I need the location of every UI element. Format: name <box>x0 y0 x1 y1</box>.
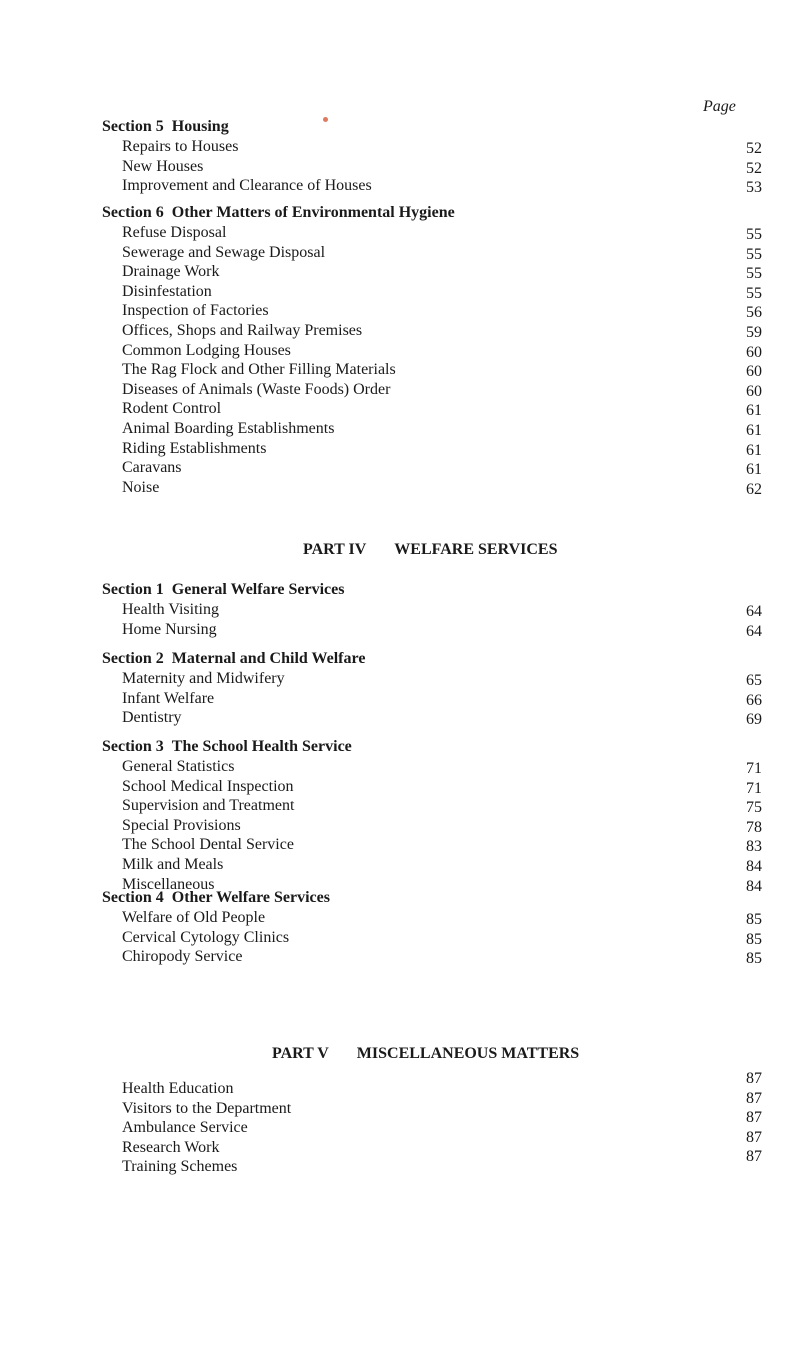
entry-label: Disinfestation <box>122 282 212 300</box>
toc-entry[interactable] <box>102 243 762 263</box>
section-number: Section 3 <box>102 738 164 755</box>
entry-page: 53 <box>746 179 762 197</box>
entry-page: 69 <box>746 711 762 729</box>
part5-page-numbers <box>740 1069 762 1167</box>
entry-page: 85 <box>746 930 762 948</box>
toc-section-other-welfare <box>102 887 762 967</box>
entry-label: Welfare of Old People <box>122 909 266 926</box>
entry-page: 62 <box>746 480 762 498</box>
toc-entry[interactable] <box>102 321 762 341</box>
entry-label: Animal Boarding Establishments <box>122 419 335 437</box>
toc-entry[interactable] <box>102 708 762 728</box>
toc-entry[interactable] <box>102 777 762 797</box>
toc-entry[interactable] <box>102 796 762 816</box>
toc-entry[interactable] <box>102 478 762 498</box>
toc-entry[interactable] <box>102 689 762 709</box>
entry-page: 87 <box>746 1128 762 1146</box>
entry-page: 84 <box>746 877 762 895</box>
section-heading <box>102 579 762 600</box>
entry-page: 59 <box>746 323 762 341</box>
entry-page: 78 <box>746 818 762 836</box>
entry-label: Refuse Disposal <box>122 224 227 241</box>
section-title: Maternal and Child Welfare <box>171 650 366 667</box>
entry-label: Inspection of Factories <box>122 302 269 320</box>
entry-label: Drainage Work <box>122 263 220 281</box>
toc-entry[interactable] <box>102 176 762 196</box>
toc-section-miscellaneous <box>102 1079 762 1177</box>
page-column-label: Page <box>703 98 736 115</box>
toc-entry[interactable] <box>102 947 762 967</box>
entry-label: Infant Welfare <box>122 689 215 707</box>
toc-entry[interactable] <box>102 1138 762 1158</box>
entry-label: The School Dental Service <box>122 836 294 854</box>
toc-entry[interactable] <box>102 399 762 419</box>
section-heading <box>102 887 762 908</box>
toc-entry[interactable] <box>102 1079 762 1099</box>
entry-label: Training Schemes <box>122 1158 238 1176</box>
entry-label: Caravans <box>122 459 182 477</box>
entry-page: 52 <box>746 140 762 157</box>
entry-page: 87 <box>746 1089 762 1107</box>
entry-label: Chiropody Service <box>122 948 243 966</box>
entry-page: 75 <box>746 799 762 817</box>
toc-entry[interactable] <box>102 419 762 439</box>
toc-entry[interactable] <box>102 262 762 282</box>
entry-label: New Houses <box>122 157 204 175</box>
entry-label: Ambulance Service <box>122 1119 248 1137</box>
entry-label: Milk and Meals <box>122 855 224 873</box>
toc-section-environmental-hygiene <box>102 202 762 497</box>
entry-page: 55 <box>746 245 762 263</box>
entry-page: 60 <box>746 363 762 381</box>
entry-page: 55 <box>746 265 762 283</box>
entry-label: Maternity and Midwifery <box>122 670 285 687</box>
entry-page: 66 <box>746 691 762 709</box>
toc-entry[interactable] <box>102 1157 762 1177</box>
toc-entry[interactable] <box>102 1118 762 1138</box>
entry-label: Research Work <box>122 1138 220 1156</box>
toc-section-general-welfare <box>102 579 762 639</box>
entry-page: 61 <box>746 421 762 439</box>
entry-page: 64 <box>746 622 762 640</box>
section-title: The School Health Service <box>171 738 352 755</box>
entry-page: 64 <box>746 603 762 620</box>
entry-label: Home Nursing <box>122 620 217 638</box>
section-number: Section 4 <box>102 889 164 906</box>
entry-label: Common Lodging Houses <box>122 341 291 359</box>
section-heading <box>102 736 762 757</box>
toc-entry[interactable] <box>102 669 762 689</box>
toc-entry[interactable] <box>102 360 762 380</box>
section-title: General Welfare Services <box>171 581 345 598</box>
section-title: Other Matters of Environmental Hygiene <box>171 204 455 221</box>
entry-label: Supervision and Treatment <box>122 797 295 815</box>
section-heading <box>102 648 762 669</box>
toc-section-school-health <box>102 736 762 894</box>
part-number: PART V <box>272 1045 329 1062</box>
section-number: Section 1 <box>102 581 164 598</box>
toc-entry[interactable] <box>102 835 762 855</box>
toc-entry[interactable] <box>102 816 762 836</box>
part-heading-iv <box>303 541 557 559</box>
entry-page: 87 <box>746 1148 762 1166</box>
entry-label: Rodent Control <box>122 400 222 418</box>
entry-page: 61 <box>746 461 762 479</box>
section-number: Section 6 <box>102 204 164 221</box>
part-number: PART IV <box>303 541 367 558</box>
entry-page: 84 <box>746 857 762 875</box>
entry-page: 85 <box>746 911 762 928</box>
toc-entry[interactable] <box>102 282 762 302</box>
toc-entry[interactable] <box>102 620 762 640</box>
entry-page: 65 <box>746 672 762 689</box>
toc-entry[interactable] <box>102 341 762 361</box>
toc-entry[interactable] <box>102 908 762 928</box>
entry-label: Offices, Shops and Railway Premises <box>122 321 363 339</box>
toc-entry[interactable] <box>102 439 762 459</box>
section-heading <box>102 116 762 137</box>
entry-page: 55 <box>746 284 762 302</box>
section-number: Section 5 <box>102 118 164 135</box>
entry-page: 85 <box>746 950 762 968</box>
toc-entry[interactable] <box>102 855 762 875</box>
toc-entry[interactable] <box>102 223 762 243</box>
entry-label: Miscellaneous <box>122 875 215 893</box>
section-heading <box>102 202 762 223</box>
toc-section-housing <box>102 116 762 196</box>
toc-entry[interactable] <box>102 757 762 777</box>
section-title: Other Welfare Services <box>171 889 330 906</box>
toc-section-maternal-child-welfare <box>102 648 762 728</box>
toc-entry[interactable] <box>102 600 762 620</box>
section-title: Housing <box>171 118 229 135</box>
entry-page: 87 <box>746 1109 762 1127</box>
entry-label: Sewerage and Sewage Disposal <box>122 243 326 261</box>
entry-label: Dentistry <box>122 709 182 727</box>
toc-entry[interactable] <box>102 1099 762 1119</box>
entry-label: Improvement and Clearance of Houses <box>122 177 372 195</box>
entry-page: 60 <box>746 382 762 400</box>
entry-label: Riding Establishments <box>122 439 267 457</box>
entry-label: Repairs to Houses <box>122 138 239 155</box>
entry-page: 71 <box>746 760 762 777</box>
entry-page: 83 <box>746 838 762 856</box>
entry-label: Noise <box>122 478 160 496</box>
part-heading-v <box>272 1045 579 1063</box>
entry-page: 52 <box>746 159 762 177</box>
toc-entry[interactable] <box>102 458 762 478</box>
part-title: MISCELLANEOUS MATTERS <box>356 1045 580 1062</box>
entry-page: 60 <box>746 343 762 361</box>
entry-label: General Statistics <box>122 758 235 775</box>
entry-label: School Medical Inspection <box>122 777 294 795</box>
entry-page: 87 <box>746 1070 762 1087</box>
entry-label: Health Visiting <box>122 601 219 618</box>
section-number: Section 2 <box>102 650 164 667</box>
entry-label: Diseases of Animals (Waste Foods) Order <box>122 380 391 398</box>
entry-page: 61 <box>746 402 762 420</box>
toc-entry[interactable] <box>102 301 762 321</box>
part-title: WELFARE SERVICES <box>394 541 558 558</box>
entry-label: The Rag Flock and Other Filling Materials <box>122 361 396 379</box>
entry-page: 56 <box>746 304 762 322</box>
entry-page: 55 <box>746 226 762 243</box>
entry-label: Health Education <box>122 1080 234 1097</box>
entry-page: 61 <box>746 441 762 459</box>
toc-entry[interactable] <box>102 928 762 948</box>
toc-entry[interactable] <box>102 157 762 177</box>
entry-label: Cervical Cytology Clinics <box>122 928 290 946</box>
toc-entry[interactable] <box>102 380 762 400</box>
entry-label: Special Provisions <box>122 816 241 834</box>
entry-page: 71 <box>746 779 762 797</box>
toc-entry[interactable] <box>102 137 762 157</box>
entry-label: Visitors to the Department <box>122 1099 292 1117</box>
